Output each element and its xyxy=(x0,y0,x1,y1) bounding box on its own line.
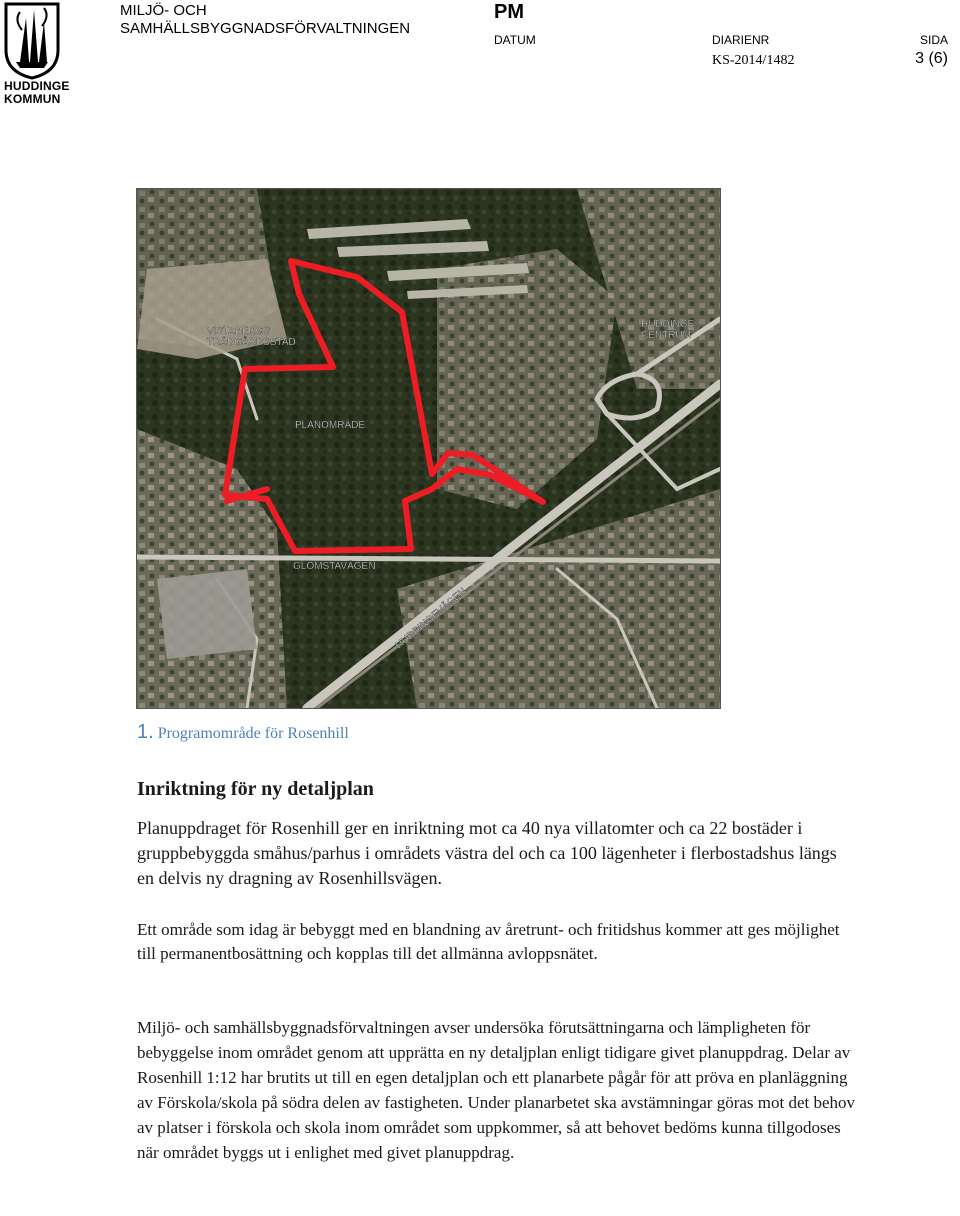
map-label-vistabergs: VISTABERGS xyxy=(207,326,271,337)
figure-number: 1. xyxy=(137,721,154,743)
body-paragraph-1: Planuppdraget för Rosenhill ger en inriktning mot ca 40 nya villatomter och ca 22 bostäder i gruppbebyggda småhus/parhus i områdets västra del och ca 100 lägenheter i flerbostadshus längs en delvis ny dragning av Rosenhillsvägen. xyxy=(137,818,837,888)
sida-label: SIDA xyxy=(919,33,948,47)
map-label-huddingevagen: HUDDINGEVÄGEN xyxy=(393,586,469,652)
map-label-huddinge: HUDDINGE xyxy=(641,319,695,330)
department-line-1: MILJÖ- OCH xyxy=(120,2,207,19)
municipality-logo xyxy=(0,0,70,108)
figure-caption-text: Programområde för Rosenhill xyxy=(157,725,349,742)
page-number: 3 (6) xyxy=(915,50,948,67)
datum-label: DATUM xyxy=(494,33,536,47)
section-heading: Inriktning för ny detaljplan xyxy=(137,778,374,800)
industrial-area xyxy=(157,569,257,659)
huddinge-crest-icon xyxy=(0,0,64,80)
body-paragraph-3: Miljö- och samhällsbyggnadsförvaltningen avser undersöka förutsättningarna och lämpligheten för bebyggelse inom området genom att upprätta en ny detaljplan enligt tidigare givet planuppdrag. Delar av Rosenhill 1:12 har brutits ut till en egen detaljplan och ett planarbete pågår för att pröva en planläggning av Förskola/skola på södra delen av fastigheten. Under planarbetet ska avstämningar göras mot det behov av platser i förskola och skola inom området som uppkommer, så att behovet bedöms kunna tillgodoses när området byggs ut i enlighet med givet planuppdrag. xyxy=(137,1018,856,1162)
aerial-map xyxy=(136,188,721,709)
department-line-2: SAMHÄLLSBYGGNADSFÖRVALTNINGEN xyxy=(120,20,411,37)
map-label-glomstavagen: GLÖMSTAVÄGEN xyxy=(293,561,376,572)
diarienr-value: KS-2014/1482 xyxy=(712,53,795,68)
map-label-tradgardsstad: TRÄDGÅRDSSTAD xyxy=(207,337,296,348)
diarienr-label: DIARIENR xyxy=(712,33,770,47)
logo-text: HUDDINGE KOMMUN xyxy=(4,79,70,106)
figure-caption xyxy=(137,721,349,744)
document-type: PM xyxy=(494,1,524,23)
body-paragraph-2: Ett område som idag är bebyggt med en blandning av åretrunt- och fritidshus kommer att ges möjlighet till permanentbosättning och kopplas till det allmänna avloppsnätet. xyxy=(137,920,840,963)
map-label-centrum: CENTRUM xyxy=(641,330,691,341)
department-name xyxy=(120,2,410,38)
map-label-planomrade: PLANOMRÅDE xyxy=(295,420,366,431)
